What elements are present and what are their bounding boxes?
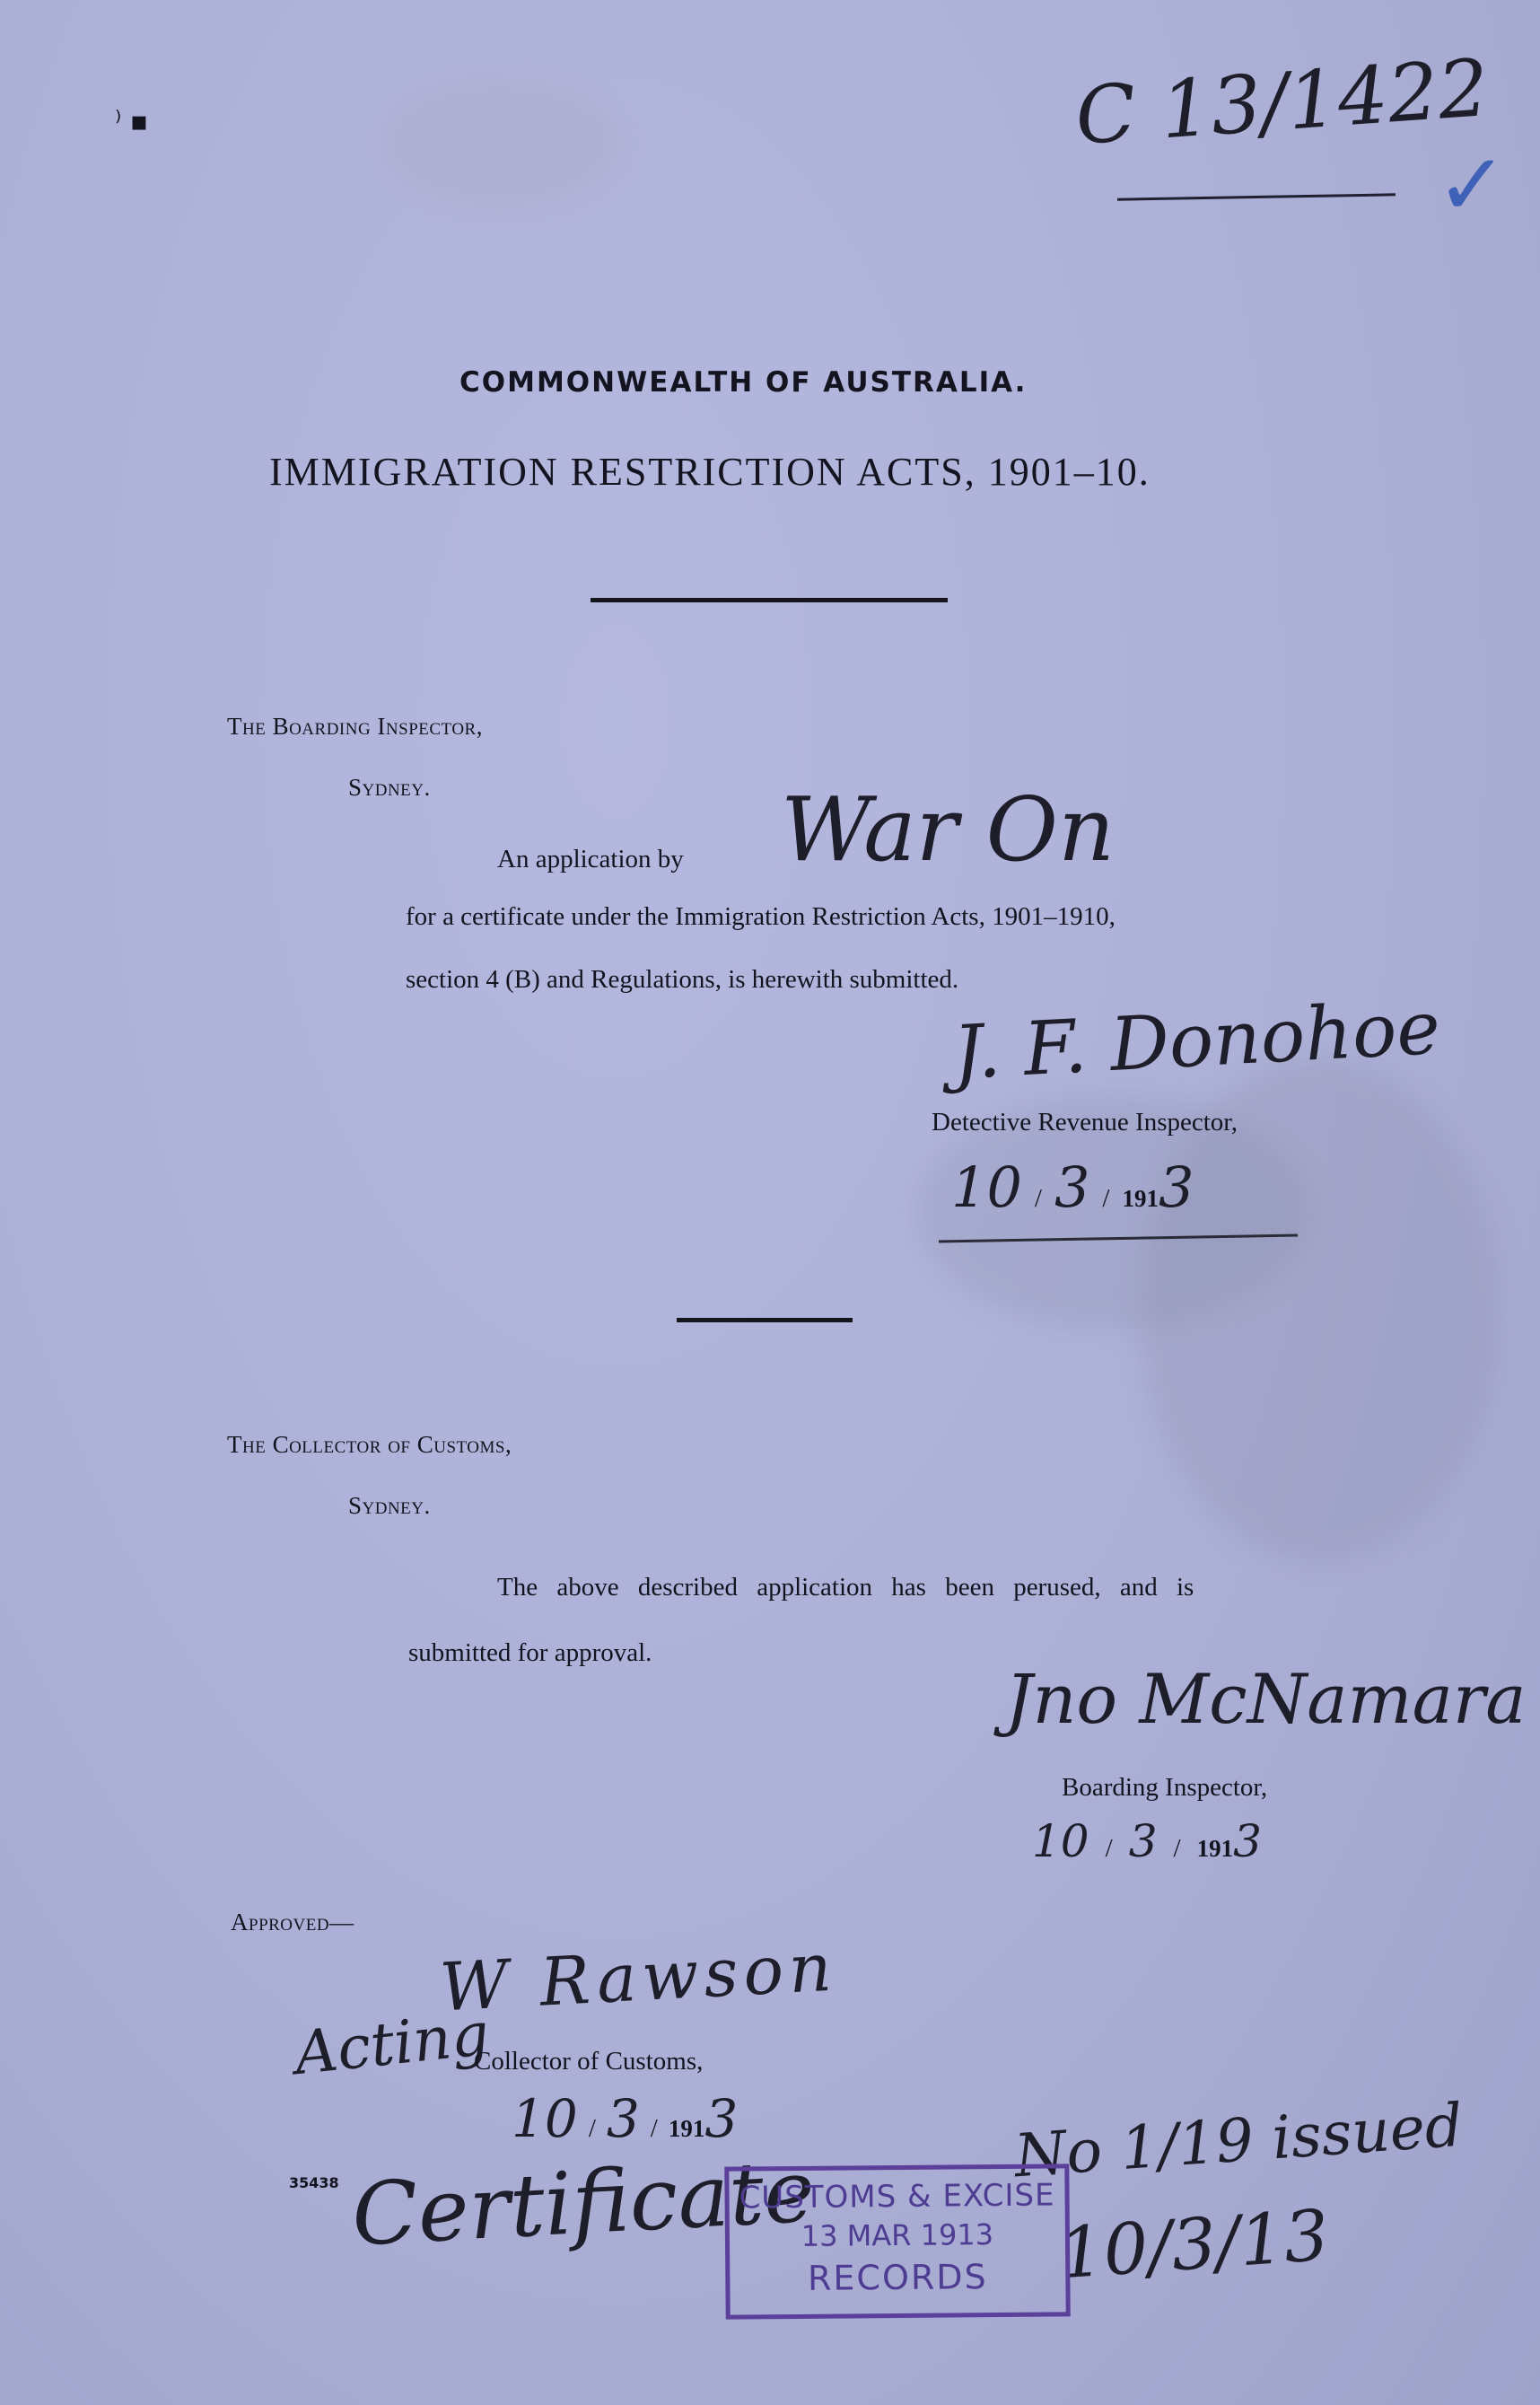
approval-label: Approved— — [231, 1909, 354, 1935]
certificate-note: Certificate — [349, 2140, 818, 2266]
application-line2: for a certificate under the Immigration Restriction Acts, 1901–1910, — [406, 902, 1116, 931]
corner-mark: ⁾ ▪ — [115, 106, 149, 137]
certificate-date-note: 10/3/13 — [1056, 2195, 1332, 2295]
date-year-prefix: 191 — [668, 2115, 705, 2142]
acting-note: Acting — [291, 1998, 493, 2089]
check-mark-icon: ✓ — [1436, 135, 1509, 235]
section-two-city: Sydney. — [348, 1492, 431, 1519]
section-one-city: Sydney. — [348, 774, 431, 801]
date-year-prefix: 191 — [1122, 1185, 1159, 1212]
date-day: 10 — [512, 2088, 578, 2149]
section-one-date: 10 / 3 / 1913 — [951, 1154, 1194, 1220]
section-one-addressee: The Boarding Inspector, — [227, 713, 483, 740]
application-line3: section 4 (B) and Regulations, is herewith submitted. — [406, 965, 959, 994]
date-year-suffix: 3 — [1233, 1815, 1262, 1867]
section-divider — [677, 1318, 853, 1322]
date-year-suffix: 3 — [704, 2088, 739, 2149]
date-year-prefix: 191 — [1196, 1835, 1234, 1862]
collector-signature: W Rawson — [438, 1928, 839, 2027]
header-country: COMMONWEALTH OF AUSTRALIA. — [459, 366, 1028, 399]
detective-signature: J. F. Donohoe — [950, 985, 1443, 1097]
approval-date: 10 / 3 / 1913 — [512, 2088, 739, 2149]
certificate-number-note: No 1/19 issued — [1011, 2090, 1466, 2191]
date-month: 3 — [606, 2088, 640, 2149]
section-two-date: 10 / 3 / 1913 — [1032, 1815, 1262, 1867]
boarding-inspector-title: Boarding Inspector, — [1062, 1773, 1268, 1802]
boarding-inspector-signature: Jno McNamara — [1005, 1659, 1527, 1739]
stamp-line1: CUSTOMS & EXCISE — [739, 2177, 1055, 2216]
date-year-suffix: 3 — [1158, 1154, 1194, 1220]
date-month: 3 — [1128, 1815, 1158, 1867]
header-divider — [591, 598, 948, 602]
perusal-line1: The above described application has been perused, and is — [497, 1573, 1194, 1602]
file-reference-underline — [1117, 193, 1396, 200]
section-two-addressee: The Collector of Customs, — [227, 1431, 512, 1458]
stamp-date: 13 MAR 1913 — [801, 2217, 994, 2253]
application-prefix: An application by — [497, 845, 684, 873]
date-day: 10 — [951, 1154, 1022, 1220]
applicant-name: War On — [781, 779, 1116, 882]
detective-title: Detective Revenue Inspector, — [932, 1108, 1238, 1137]
form-number: 35438 — [289, 2174, 339, 2191]
stain — [386, 81, 619, 206]
collector-title: Collector of Customs, — [474, 2047, 704, 2076]
stamp-line3: RECORDS — [807, 2257, 988, 2298]
perusal-line2: submitted for approval. — [408, 1638, 652, 1667]
file-reference: C 13/1422 — [1072, 41, 1492, 162]
header-act-title: IMMIGRATION RESTRICTION ACTS, 1901–10. — [269, 450, 1151, 494]
date-month: 3 — [1054, 1154, 1090, 1220]
date-day: 10 — [1032, 1815, 1089, 1867]
customs-records-stamp — [724, 2164, 1070, 2319]
